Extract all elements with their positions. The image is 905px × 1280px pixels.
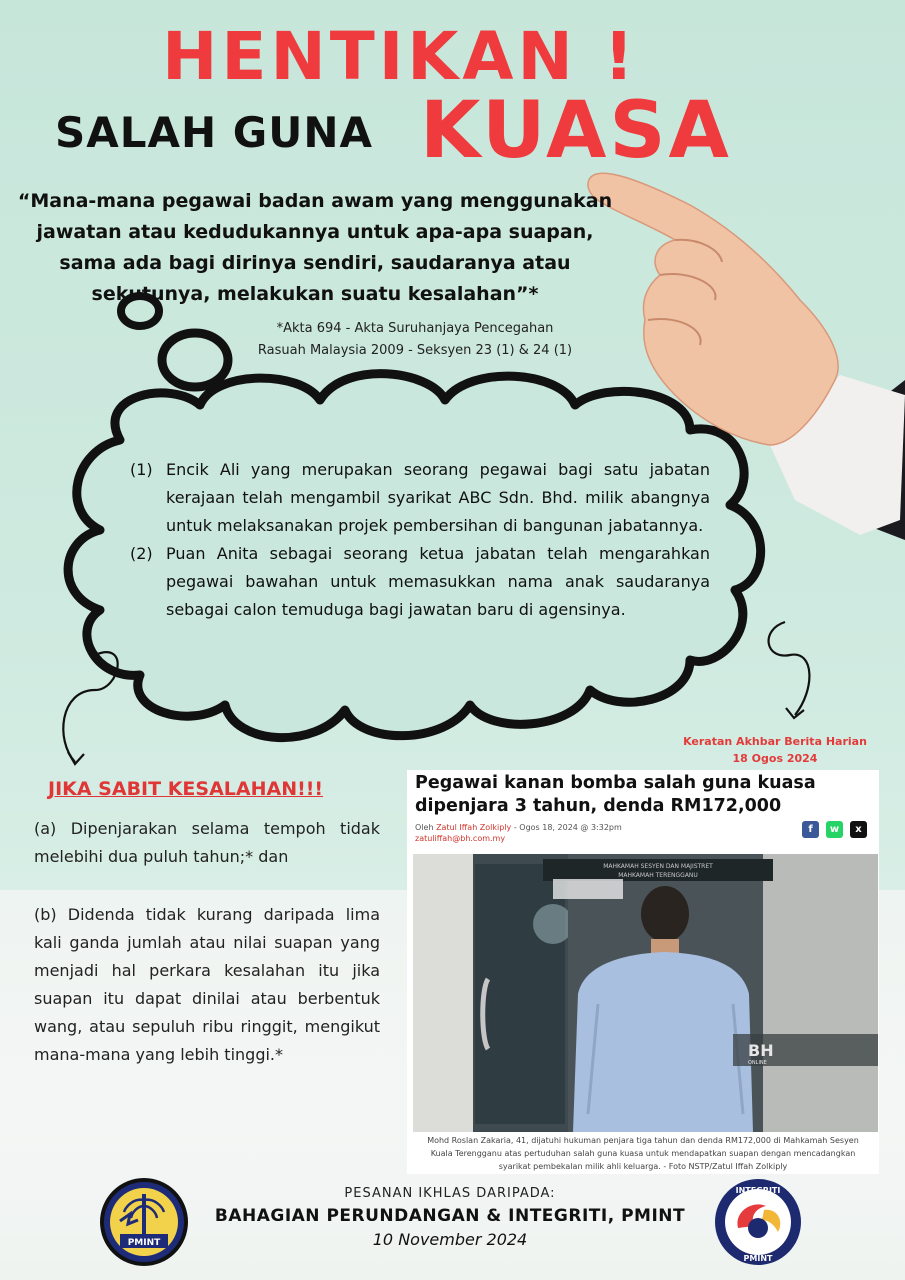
headline-power: KUASA	[420, 86, 732, 176]
integriti-logo-top: INTEGRITI	[735, 1186, 781, 1195]
footer-organization: BAHAGIAN PERUNDANGAN & INTEGRITI, PMINT	[214, 1206, 686, 1226]
headline-stop: HENTIKAN !	[162, 18, 638, 95]
penalty-heading: JIKA SABIT KESALAHAN!!!	[48, 778, 324, 800]
law-quote: “Mana-mana pegawai badan awam yang menggunakan jawatan atau kedudukannya untuk apa-apa suapan, sama ada bagi dirinya sendiri, saudaranya atau sekutunya, melakukan suatu kesalahan”*	[17, 190, 613, 305]
sign-text-2: MAHKAMAH TERENGGANU	[618, 872, 698, 879]
integriti-logo-bottom: PMINT	[743, 1254, 773, 1263]
penalty-item-a: (a) Dipenjarakan selama tempoh tidak melebihi dua puluh tahun;* dan	[34, 819, 380, 866]
photo-caption: Mohd Roslan Zakaria, 41, dijatuhi hukuman penjara tiga tahun dan denda RM172,000 di Mahkamah Sesyen Kuala Terengganu atas pertuduhan salah guna kuasa untuk mendapatkan suapan dengan mencadangkan syarikat pembekalan milik ahli keluarga. - Foto NSTP/Zatul Iffah Zolkiply	[427, 1136, 859, 1171]
case-number: (1)	[130, 460, 153, 479]
byline-email[interactable]: zatuliffah@bh.com.my	[415, 834, 506, 843]
case-item	[130, 540, 710, 624]
sign-text-1: MAHKAMAH SESYEN DAN MAJISTRET	[603, 863, 713, 870]
bh-watermark: BH	[748, 1041, 774, 1060]
bh-watermark-sub: ONLINE	[748, 1060, 767, 1066]
news-headline: Pegawai kanan bomba salah guna kuasa dipenjara 3 tahun, denda RM172,000	[415, 773, 816, 816]
law-reference-line2: Rasuah Malaysia 2009 - Seksyen 23 (1) & 24 (1)	[257, 343, 573, 358]
footer-label: PESANAN IKHLAS DARIPADA:	[344, 1186, 556, 1201]
right-curly-arrow	[769, 622, 810, 715]
case-item	[130, 456, 710, 540]
byline-author[interactable]: Zatul Iffah Zolkiply	[436, 823, 512, 832]
pmint-logo	[98, 1176, 190, 1268]
byline-prefix: Oleh	[415, 823, 434, 832]
byline-date: - Ogos 18, 2024 @ 3:32pm	[511, 823, 622, 832]
case-examples	[130, 456, 710, 624]
news-clipping	[407, 770, 879, 1174]
news-photo-scene	[413, 854, 878, 1132]
penalty-item-b: (b) Didenda tidak kurang daripada lima kali ganda jumlah atau nilai suapan yang menjadi hal perkara kesalahan itu jika suapan itu dapat dinilai atau berbentuk wang, atau sepuluh ribu ringgit, mengikut mana-mana yang lebih tinggi.*	[34, 905, 380, 1064]
integriti-logo	[712, 1176, 804, 1268]
news-byline	[415, 822, 622, 844]
clipping-date: 18 Ogos 2024	[732, 752, 818, 765]
law-reference-line1: *Akta 694 - Akta Suruhanjaya Pencegahan	[276, 321, 554, 336]
pmint-logo-text: PMINT	[127, 1238, 161, 1248]
case-text: Encik Ali yang merupakan seorang pegawai bagi satu jabatan kerajaan telah mengambil syarikat ABC Sdn. Bhd. milik abangnya untuk melaksanakan projek pembersihan di bangunan jabatannya.	[166, 460, 710, 535]
case-number: (2)	[130, 544, 153, 563]
law-reference	[240, 318, 590, 362]
news-photo	[413, 854, 878, 1132]
x-share-icon[interactable]: x	[850, 821, 867, 838]
footer-date: 10 November 2024	[372, 1230, 528, 1249]
medium-thought-bubble	[162, 333, 228, 387]
clipping-caption	[670, 733, 880, 767]
whatsapp-share-icon[interactable]: w	[826, 821, 843, 838]
clipping-source: Keratan Akhbar Berita Harian	[683, 735, 867, 748]
headline-misuse: SALAH GUNA	[55, 108, 374, 157]
case-text: Puan Anita sebagai seorang ketua jabatan telah mengarahkan pegawai bawahan untuk memasukkan nama anak saudaranya sebagai calon temuduga bagi jawatan baru di agensinya.	[166, 544, 710, 619]
facebook-share-icon[interactable]: f	[802, 821, 819, 838]
